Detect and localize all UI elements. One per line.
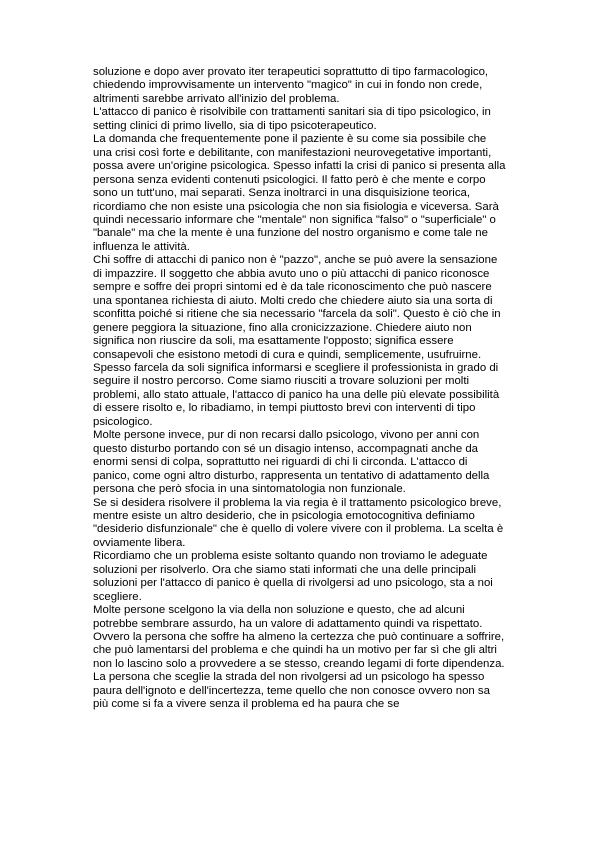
paragraph: Chi soffre di attacchi di panico non è "pazzo", anche se può avere la sensazione di impazzire. Il soggetto che abbia avuto uno o più attacchi di panico riconosce sempre e soffre dei propri sintomi ed è da tale riconoscimento che può nascere una spontanea richiesta di aiuto. Molti credo che chiedere aiuto sia una sorta di sconfitta poiché si ritiene che sia necessario "farcela da soli". Questo è ciò che in genere peggiora la situazione, fino alla cronicizzazione. Chiedere aiuto non significa non riuscire da soli, ma esattamente l'opposto; significa essere consapevoli che esistono metodi di cura e quindi, semplicemente, usufruirne. Spesso farcela da soli significa informarsi e scegliere il professionista in grado di seguire il nostro percorso. Come siamo riusciti a trovare soluzioni per molti problemi, allo stato attuale, l'attacco di panico ha una delle più elevate possibilità di essere risolto e, lo ribadiamo, in tempi piuttosto brevi con interventi di tipo psicologico. (93, 254, 501, 428)
paragraph: Molte persone invece, pur di non recarsi dallo psicologo, vivono per anni con questo disturbo portando con sé un disagio intenso, accompagnati anche da enormi sensi di colpa, soprattutto nei riguardi di chi li circonda. L'attacco di panico, come ogni altro disturbo, rappresenta un tentativo di adattamento della persona che però sfocia in una sintomatologia non funzionale. (93, 429, 490, 496)
paragraph: soluzione e dopo aver provato iter terapeutici soprattutto di tipo farmacologico, chiedendo improvvisamente un intervento "magico" in cui in fondo non crede, altrimenti sarebbe arrivato all'inizio del problema. (93, 66, 489, 105)
paragraph: La persona che sceglie la strada del non rivolgersi ad un psicologo ha spesso paura dell'ignoto e dell'incertezza, teme quello che non conosce ovvero non sa più come si fa a vivere senza il problema ed ha paura che se (93, 671, 490, 711)
paragraph: Molte persone scelgono la via della non soluzione e questo, che ad alcuni potrebbe sembrare assurdo, ha un valore di adattamento quindi va rispettato. Ovvero la persona che soffre ha almeno la certezza che può continuare a soffrire, che può lamentarsi del problema e che quindi ha un motivo per far sì che gli altri non lo lascino solo a provvedere a se stesso, creando legami di forte dipendenza. (93, 604, 505, 670)
paragraph: Ricordiamo che un problema esiste soltanto quando non troviamo le adeguate soluzioni per risolverlo. Ora che siamo stati informati che una delle principali soluzioni per l'attacco di panico è quella di rivolgersi ad uno psicologo, sta a noi scegliere. (93, 550, 493, 603)
paragraph: L'attacco di panico è risolvibile con trattamenti sanitari sia di tipo psicologico, in setting clinici di primo livello, sia di tipo psicoterapeutico. (93, 106, 491, 132)
body-text (93, 66, 506, 712)
paragraph: Se si desidera risolvere il problema la via regia è il trattamento psicologico breve, mentre esiste un altro desiderio, che in psicologia emotocognitiva definiamo "desiderio disfunzionale" che è quello di volere vivere con il problema. La scelta è ovviamente libera. (93, 496, 504, 549)
paragraph: La domanda che frequentemente pone il paziente è su come sia possibile che una crisi così forte e debilitante, con manifestazioni neurovegetative importanti, possa avere un'origine psicologica. Spesso infatti la crisi di panico si presenta alla persona senza evidenti contenuti psicologici. Il fatto però è che mente e corpo sono un tutt'uno, mai separati. Senza inoltrarci in una disquisizione teorica, ricordiamo che non esiste una psicologia che non sia fisiologia e viceversa. Sarà quindi necessario informare che "mentale" non significa "falso" o "superficiale" o "banale" ma che la mente è una funzione del nostro organismo e come tale ne influenza le attività. (93, 133, 506, 253)
